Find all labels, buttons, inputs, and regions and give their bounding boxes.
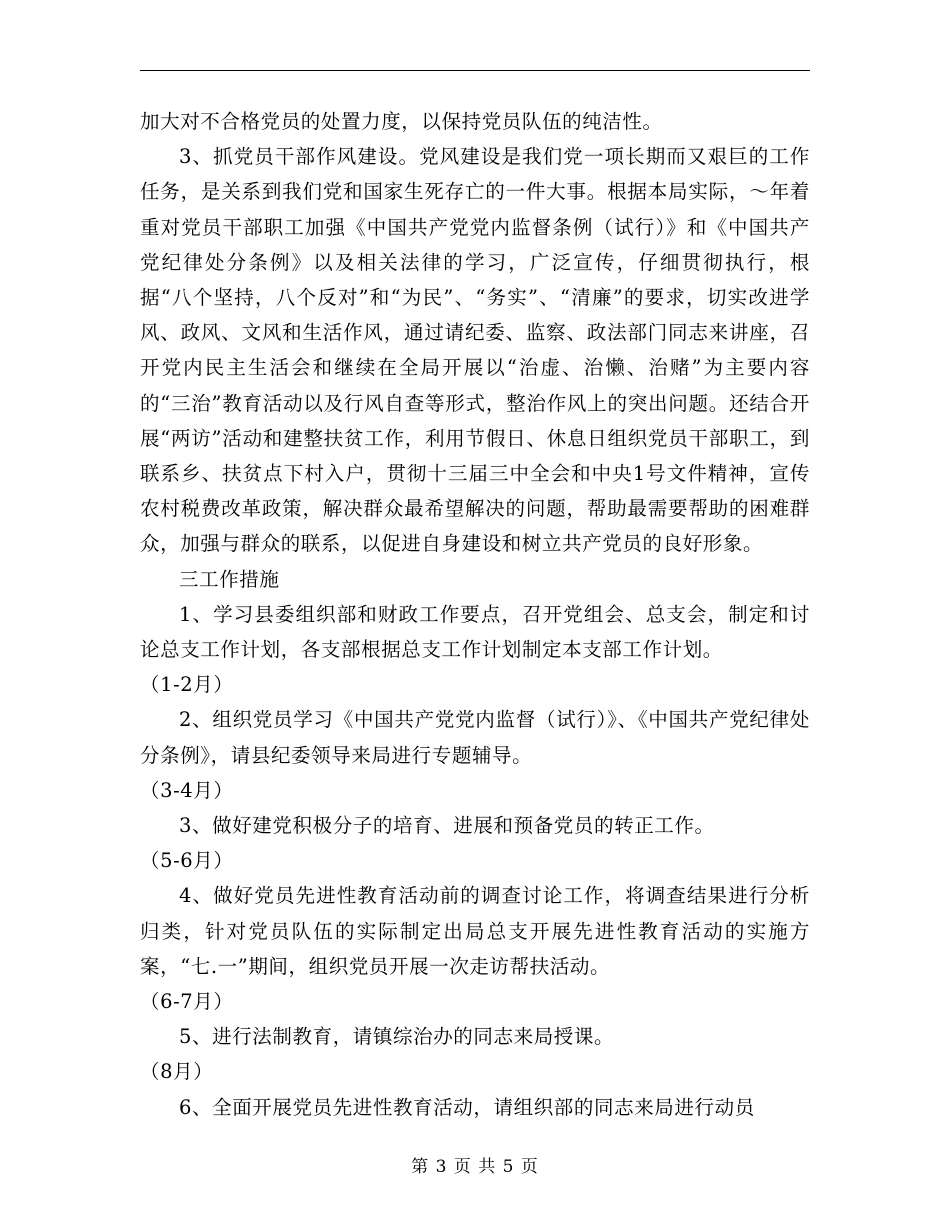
measure-item-3: 3、做好建党积极分子的培育、进展和预备党员的转正工作。 bbox=[179, 814, 715, 838]
measure-period-4: （6-7月） bbox=[140, 990, 234, 1014]
measure-period-3: （5-6月） bbox=[140, 849, 234, 873]
document-body bbox=[140, 104, 810, 1125]
paragraph-item-3-style: 3、抓党员干部作风建设。党风建设是我们党一项长期而又艰巨的工作任务，是关系到我们党和国家生死存亡的一件大事。根据本局实际，～年着重对党员干部职工加强《中国共产党党内监督条例（试行）》和《中国共产党纪律处分条例》以及相关法律的学习，广泛宣传，仔细贯彻执行，根据“八个坚持，八个反对”和“为民”、“务实”、“清廉”的要求，切实改进学风、政风、文风和生活作风，通过请纪委、监察、政法部门同志来讲座，召开党内民主生活会和继续在全局开展以“治虚、治懒、治赌”为主要内容的“三治”教育活动以及行风自查等形式，整治作风上的突出问题。还结合开展“两访”活动和建整扶贫工作，利用节假日、休息日组织党员干部职工，到联系乡、扶贫点下村入户，贯彻十三届三中全会和中央1号文件精神，宣传农村税费改革政策，解决群众最希望解决的问题，帮助最需要帮助的困难群众，加强与群众的联系，以促进自身建设和树立共产党员的良好形象。 bbox=[140, 145, 810, 556]
page-number-footer: 第 3 页 共 5 页 bbox=[411, 1157, 539, 1177]
measure-item-4: 4、做好党员先进性教育活动前的调查讨论工作，将调查结果进行分析归类，针对党员队伍的实际制定出局总支开展先进性教育活动的实施方案，“七.一”期间，组织党员开展一次走访帮扶活动。 bbox=[140, 884, 810, 978]
header-rule bbox=[140, 70, 810, 71]
measure-period-2: （3-4月） bbox=[140, 778, 234, 802]
measure-item-6: 6、全面开展党员先进性教育活动，请组织部的同志来局进行动员 bbox=[179, 1095, 755, 1119]
measure-period-1: （1-2月） bbox=[140, 673, 234, 697]
measure-item-1: 1、学习县委组织部和财政工作要点，召开党组会、总支会，制定和讨论总支工作计划，各支部根据总支工作计划制定本支部工作计划。 bbox=[140, 602, 810, 662]
paragraph-continuation: 加大对不合格党员的处置力度，以保持党员队伍的纯洁性。 bbox=[140, 110, 663, 133]
section-heading-measures: 三工作措施 bbox=[179, 567, 280, 591]
measure-item-5: 5、进行法制教育，请镇综治办的同志来局授课。 bbox=[179, 1025, 615, 1049]
measure-item-2: 2、组织党员学习《中国共产党党内监督（试行）》、《中国共产党纪律处分条例》，请县纪委领导来局进行专题辅导。 bbox=[140, 708, 810, 767]
measure-period-5: （8月） bbox=[140, 1060, 214, 1084]
